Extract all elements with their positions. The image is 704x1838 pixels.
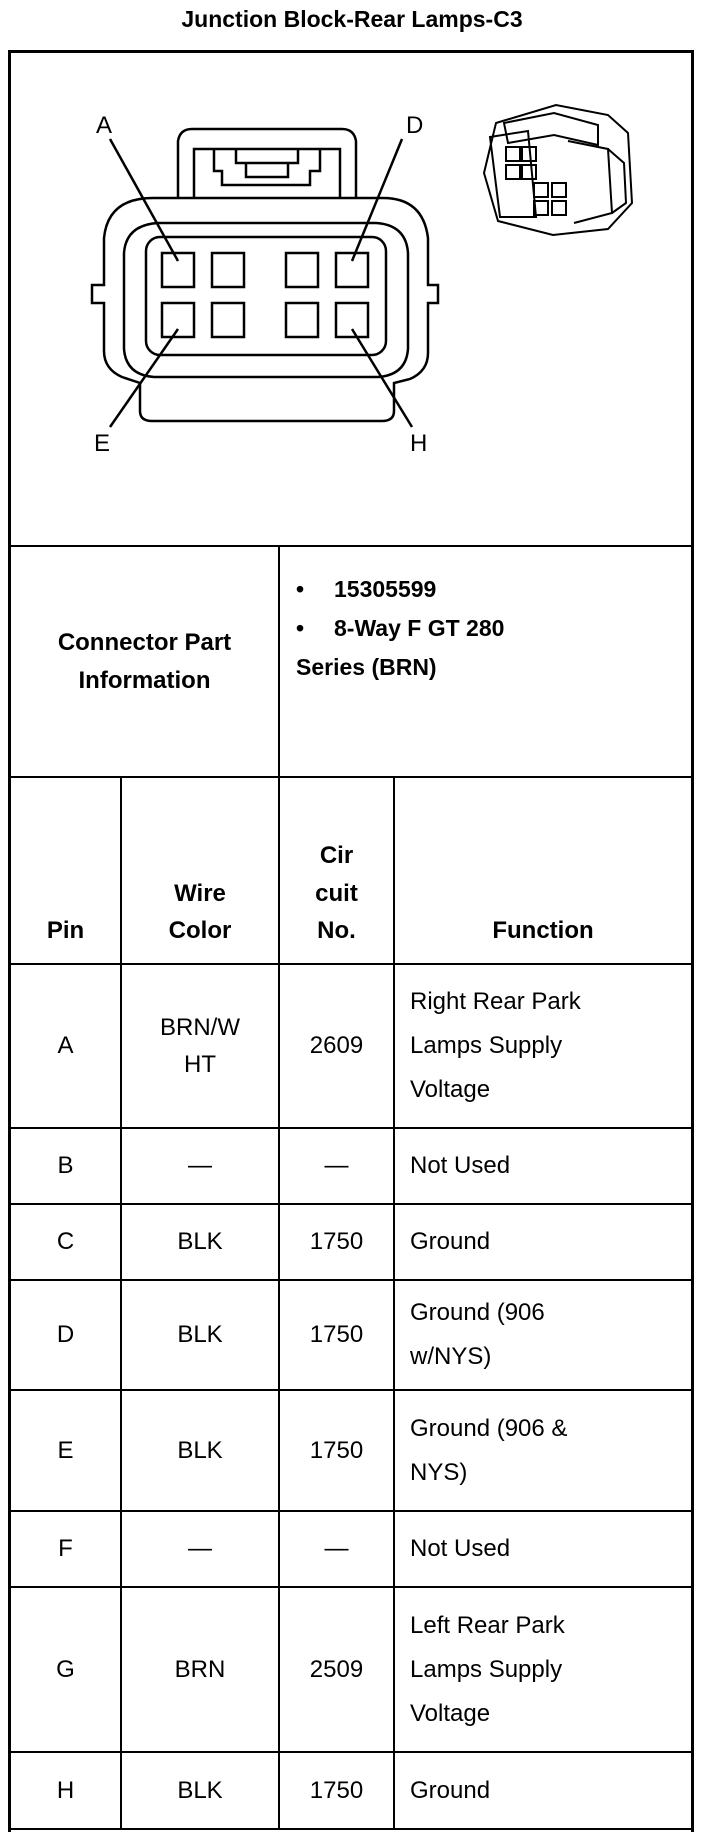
row-d-circuit: 1750: [309, 1321, 364, 1349]
header-pin: Pin: [46, 916, 85, 944]
header-wire-color: Wire Color: [168, 879, 232, 944]
connector-info-list: [296, 570, 686, 687]
row-f-function: Not Used: [410, 1535, 511, 1563]
row-d-wire: BLK: [177, 1321, 223, 1349]
row-f-circuit: —: [324, 1535, 349, 1563]
row-h-pin: H: [56, 1776, 75, 1804]
row-b-function: Not Used: [410, 1152, 511, 1180]
row-a-pin: A: [57, 1032, 74, 1060]
connector-info-item-continuation: Series (BRN): [296, 654, 437, 680]
row-e-circuit: 1750: [309, 1436, 364, 1464]
row-h-function: Ground: [410, 1776, 491, 1804]
bottom-border: [8, 1828, 694, 1830]
row-g-wire: BRN: [174, 1655, 226, 1683]
row-d-function: Ground (906 w/NYS): [410, 1299, 545, 1370]
row-a-function: Right Rear Park Lamps Supply Voltage: [410, 988, 581, 1103]
pin-label-d: D: [406, 112, 424, 139]
row-a-circuit: 2609: [309, 1032, 364, 1060]
row-f-wire: —: [188, 1535, 212, 1563]
row-c-circuit: 1750: [309, 1228, 364, 1256]
row-c-function: Ground: [410, 1228, 491, 1256]
pin-label-h: H: [410, 430, 428, 457]
row-b-wire: —: [188, 1152, 212, 1180]
row-g-pin: G: [56, 1655, 75, 1683]
page-title: Junction Block-Rear Lamps-C3: [181, 6, 523, 32]
connector-info-label-line1: Connector Part: [57, 629, 232, 657]
row-h-circuit: 1750: [309, 1776, 364, 1804]
row-c-pin: C: [56, 1228, 75, 1256]
connector-info-label-line2: Information: [78, 666, 211, 694]
connector-info-item: • 8-Way F GT 280: [296, 615, 505, 641]
row-g-function: Left Rear Park Lamps Supply Voltage: [410, 1611, 565, 1727]
row-h-wire: BLK: [177, 1776, 223, 1804]
header-circuit-no: Cir cuit No.: [315, 842, 358, 944]
connector-info-item: • 15305599: [296, 576, 437, 602]
row-d-pin: D: [56, 1321, 75, 1349]
row-e-pin: E: [57, 1436, 74, 1464]
row-e-function: Ground (906 & NYS): [410, 1414, 568, 1486]
row-b-circuit: —: [324, 1152, 349, 1180]
connector-info-label: [11, 547, 278, 776]
header-function: Function: [492, 916, 594, 944]
row-c-wire: BLK: [177, 1228, 223, 1256]
row-g-circuit: 2509: [309, 1655, 364, 1683]
row-e-wire: BLK: [177, 1436, 223, 1464]
pin-label-e: E: [94, 430, 111, 457]
connector-diagram: [8, 53, 698, 543]
row-f-pin: F: [58, 1535, 73, 1563]
row-a-wire: BRN/W HT: [160, 1013, 240, 1078]
pin-label-a: A: [96, 112, 113, 139]
row-b-pin: B: [57, 1152, 74, 1180]
